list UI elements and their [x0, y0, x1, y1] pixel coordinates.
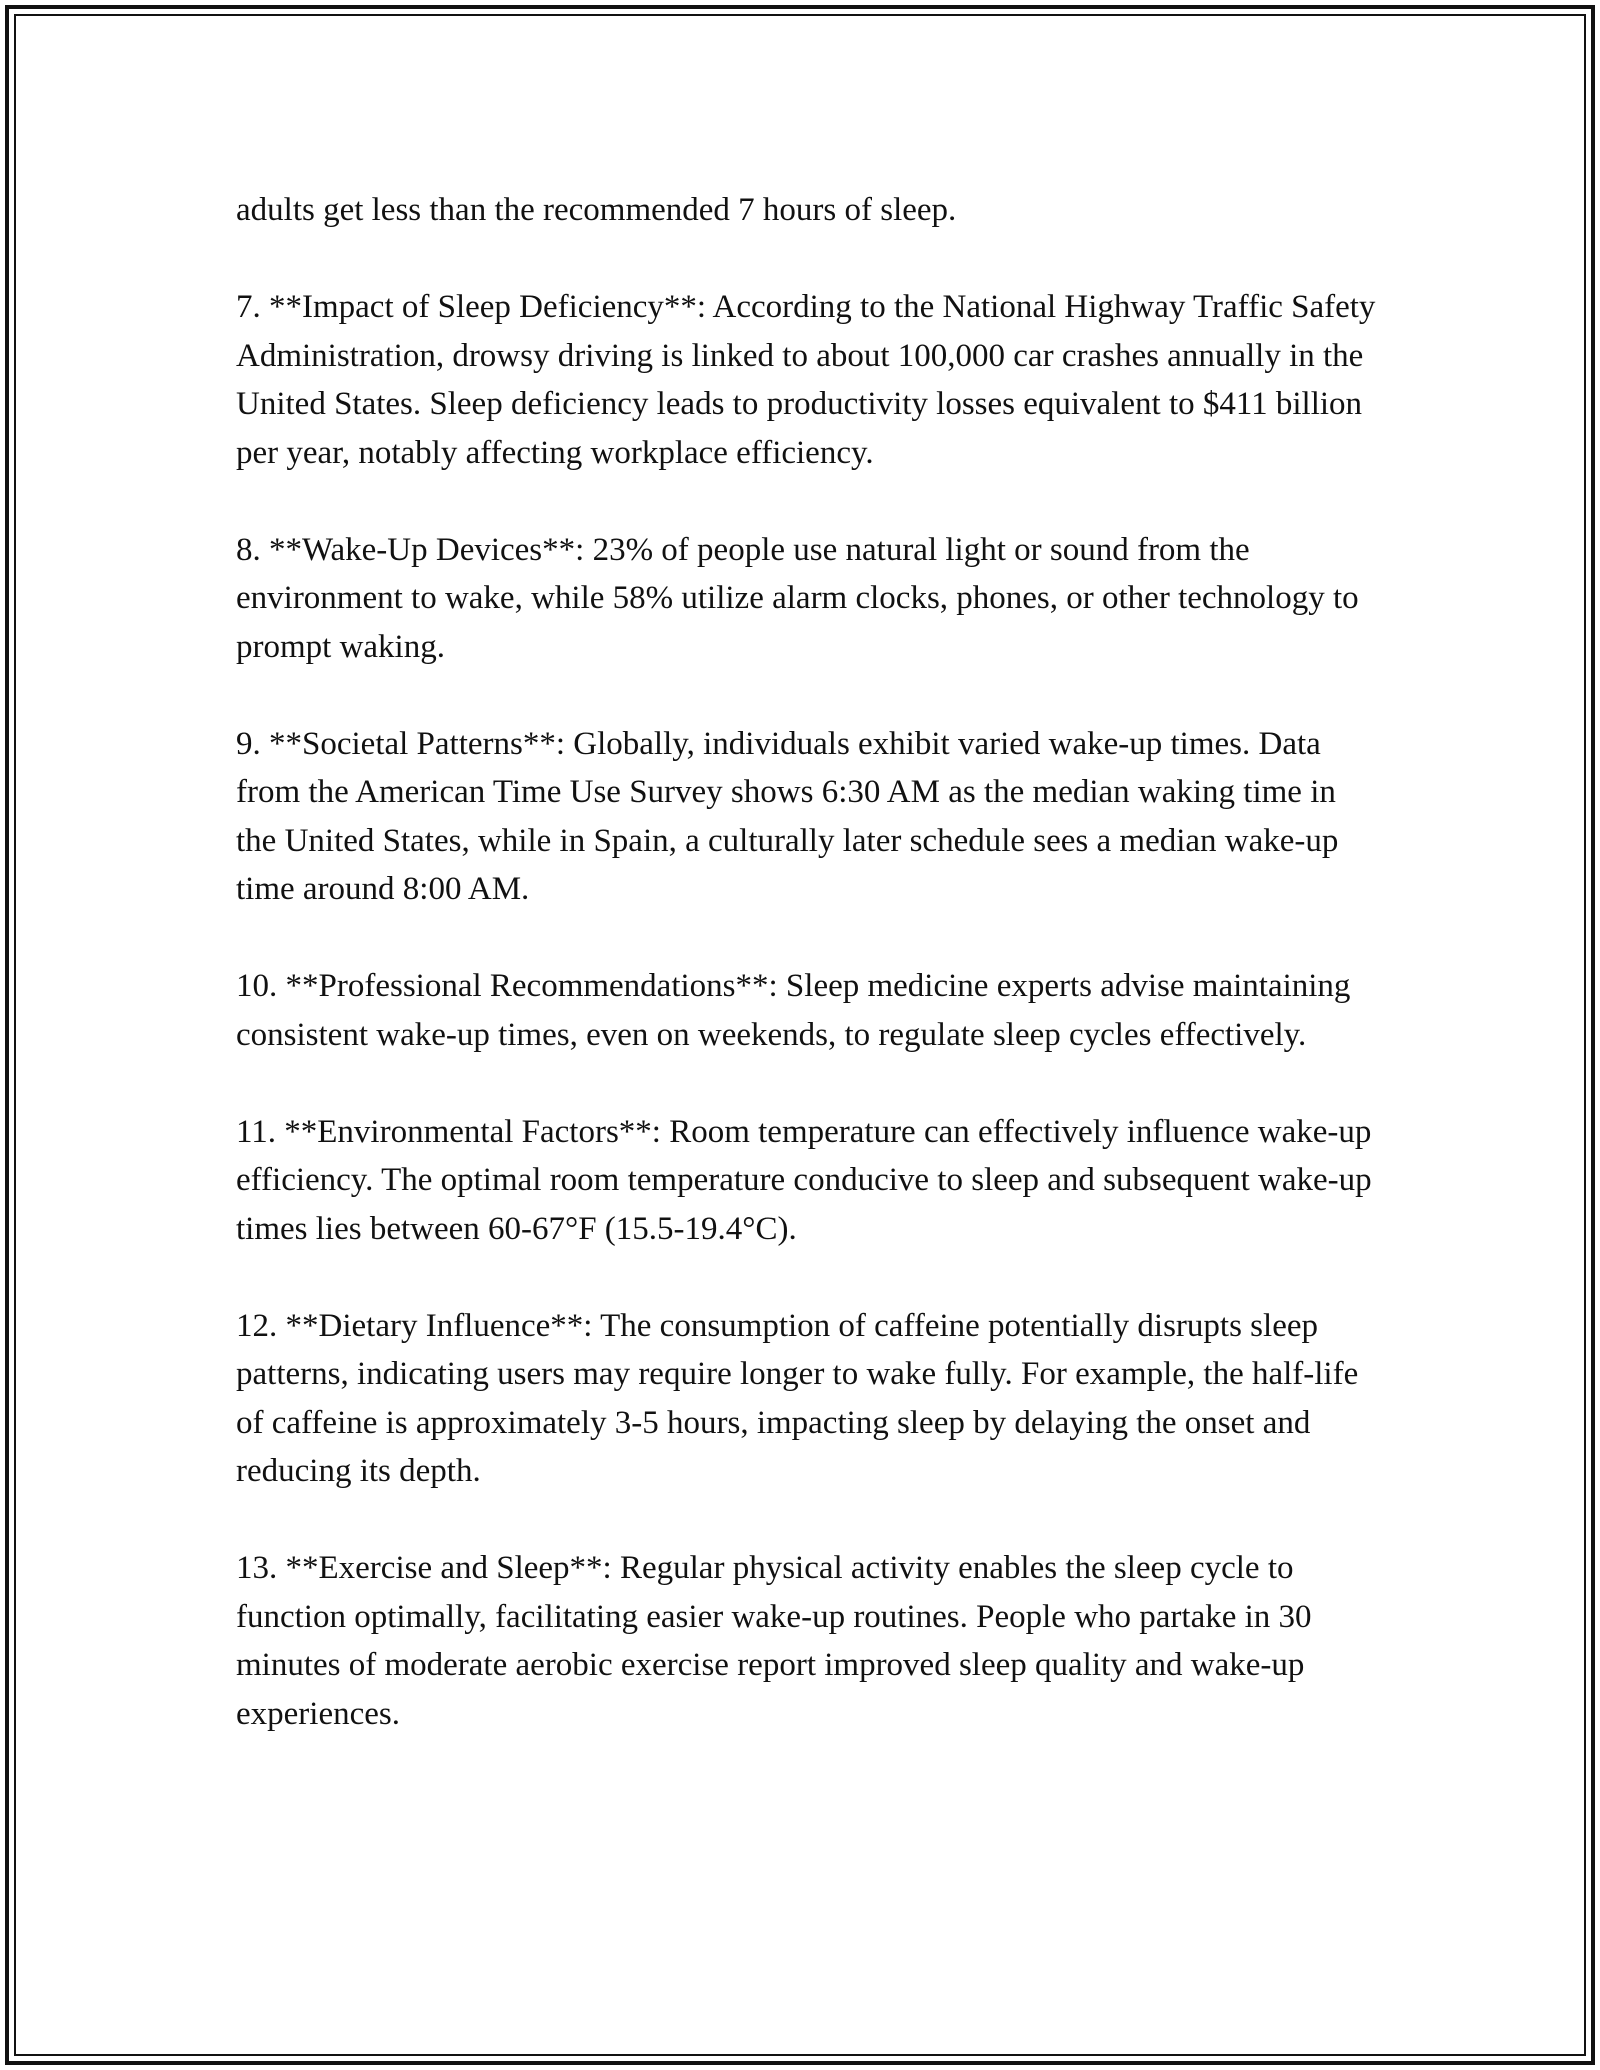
paragraph-item-11: 11. **Environmental Factors**: Room temperature can effectively influence wake-up efficiency. The optimal room temperature conducive to sleep and subsequent wake-up times lies between 60-67°F (15.5-19.4°C).: [236, 1113, 1372, 1247]
paragraph-item-13: 13. **Exercise and Sleep**: Regular physical activity enables the sleep cycle to function optimally, facilitating easier wake-up routines. People who partake in 30 minutes of moderate aerobic exercise report improved sleep quality and wake-up experiences.: [236, 1550, 1312, 1732]
document-body: [236, 186, 1376, 1787]
paragraph-continuation: adults get less than the recommended 7 hours of sleep.: [236, 192, 957, 228]
paragraph-item-12: 12. **Dietary Influence**: The consumption of caffeine potentially disrupts sleep patterns, indicating users may require longer to wake fully. For example, the half-life of caffeine is approximately 3-5 hours, impacting sleep by delaying the onset and reducing its depth.: [236, 1307, 1359, 1489]
paragraph-item-7: 7. **Impact of Sleep Deficiency**: According to the National Highway Traffic Safety Administration, drowsy driving is linked to about 100,000 car crashes annually in the United States. Sleep deficiency leads to productivity losses equivalent to $411 billion per year, notably affecting workplace efficiency.: [236, 289, 1376, 471]
paragraph-item-9: 9. **Societal Patterns**: Globally, individuals exhibit varied wake-up times. Data from the American Time Use Survey shows 6:30 AM as the median waking time in the United States, while in Spain, a culturally later schedule sees a median wake-up time around 8:00 AM.: [236, 725, 1339, 907]
paragraph-item-8: 8. **Wake-Up Devices**: 23% of people use natural light or sound from the environment to wake, while 58% utilize alarm clocks, phones, or other technology to prompt waking.: [236, 531, 1359, 665]
paragraph-item-10: 10. **Professional Recommendations**: Sleep medicine experts advise maintaining consistent wake-up times, even on weekends, to regulate sleep cycles effectively.: [236, 968, 1351, 1053]
